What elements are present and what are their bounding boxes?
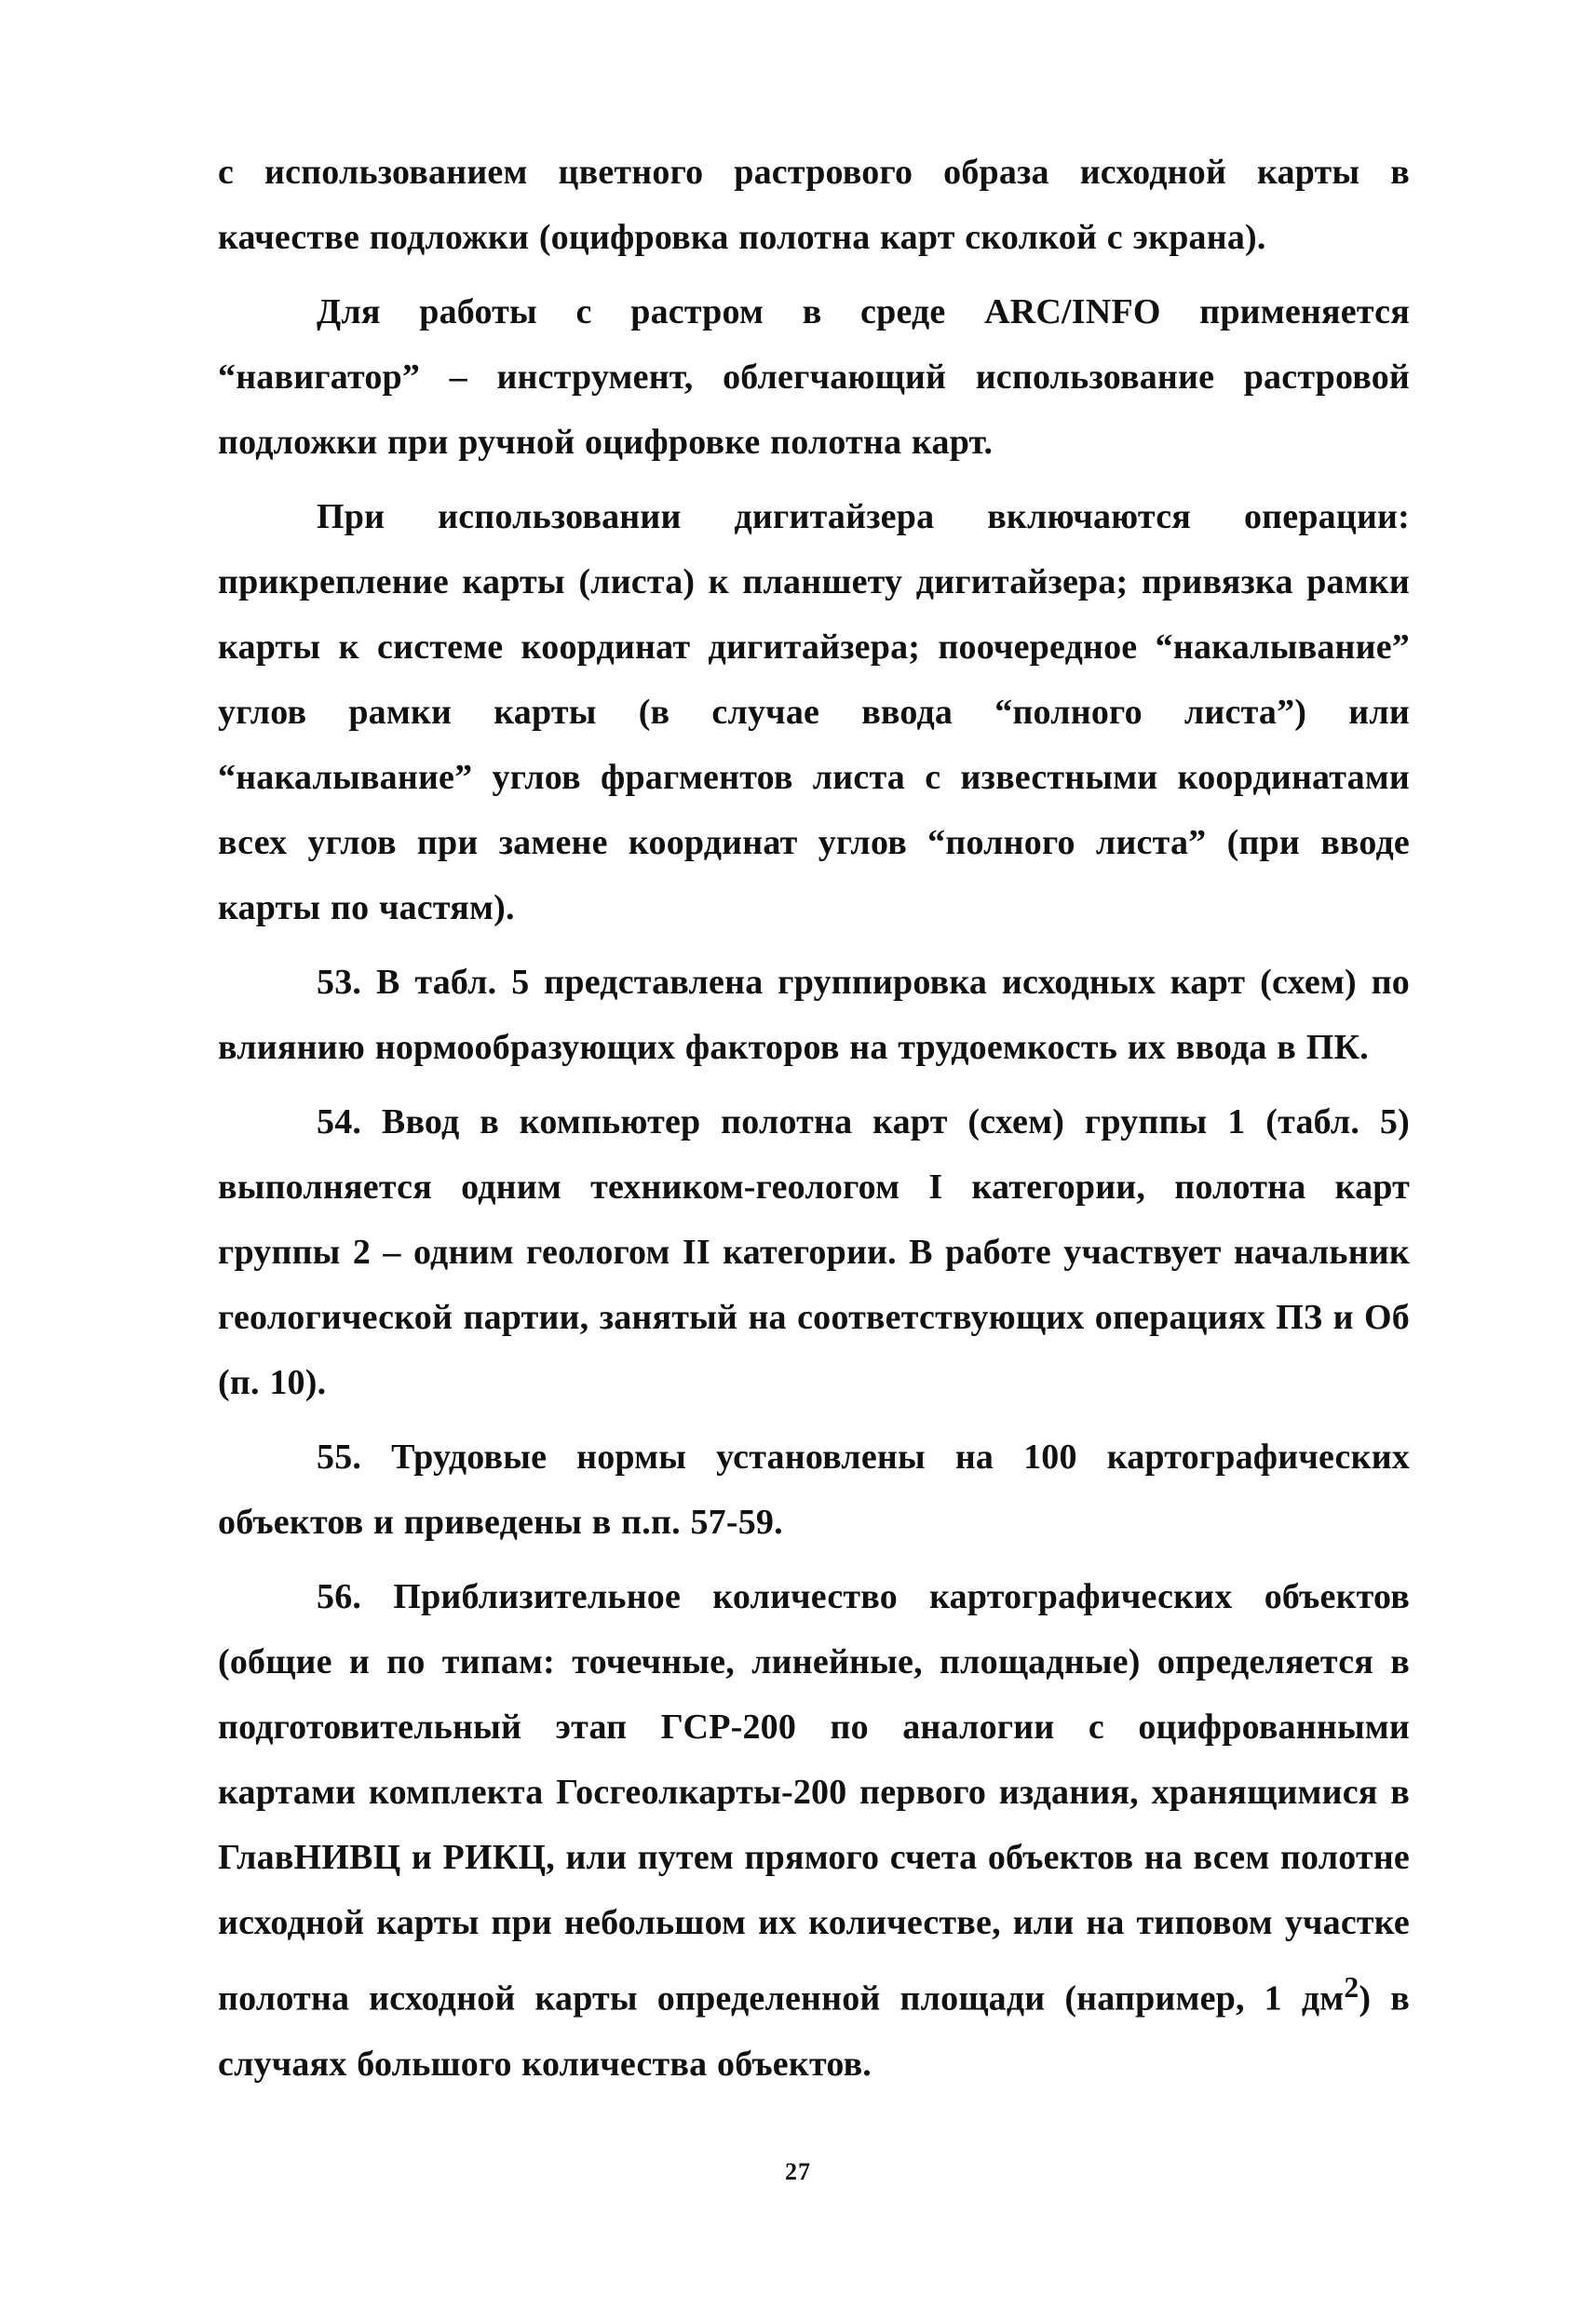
paragraph-1: с использованием цветного растрового образа исходной карты в качестве подложки (оцифровка полотна карт сколкой с экрана). [218,153,1410,257]
paragraph-56-tail: ) в случаях большого количества объектов. [218,1978,1410,2084]
body-text [218,140,1410,2106]
page-number: 27 [785,2158,811,2185]
paragraph-56 [218,1564,1410,2097]
paragraph-3: При использовании дигитайзера включаются операции: прикрепление карты (листа) к планшету дигитайзера; привязка рамки карты к системе координат дигитайзера; поочередное “накалывание” углов рамки карты (в случае ввода “полного листа”) или “накалывание” углов фрагментов листа с известными координатами всех углов при замене координат углов “полного листа” (при вводе карты по частям). [218,497,1410,927]
superscript-2: 2 [1344,1971,1359,2004]
paragraph-2: Для работы с растром в среде ARC/INFO применяется “навигатор” – инструмент, облегчающий использование растровой подложки при ручной оцифровке полотна карт. [218,292,1410,462]
paragraph-54: 54. Ввод в компьютер полотна карт (схем) группы 1 (табл. 5) выполняется одним техником-геологом I категории, полотна карт группы 2 – одним геологом II категории. В работе участвует начальник геологической партии, занятый на соответствующих операциях ПЗ и Об (п. 10). [218,1102,1410,1402]
paragraph-53: 53. В табл. 5 представлена группировка исходных карт (схем) по влиянию нормообразующих факторов на трудоемкость их ввода в ПК. [218,963,1410,1067]
paragraph-55: 55. Трудовые нормы установлены на 100 картографических объектов и приведены в п.п. 57-59. [218,1438,1410,1542]
paragraph-56-text: 56. Приблизительное количество картографических объектов (общие и по типам: точечные, линейные, площадные) определяется в подготовительный этап ГСР-200 по аналогии с оцифрованными картами комплекта Госгеолкарты-200 первого издания, хранящимися в ГлавНИВЦ и РИКЦ, или путем прямого счета объектов на всем полотне исходной карты при небольшом их количестве, или на типовом участке полотна исходной карты определенной площади (например, 1 дм [218,1577,1410,2019]
